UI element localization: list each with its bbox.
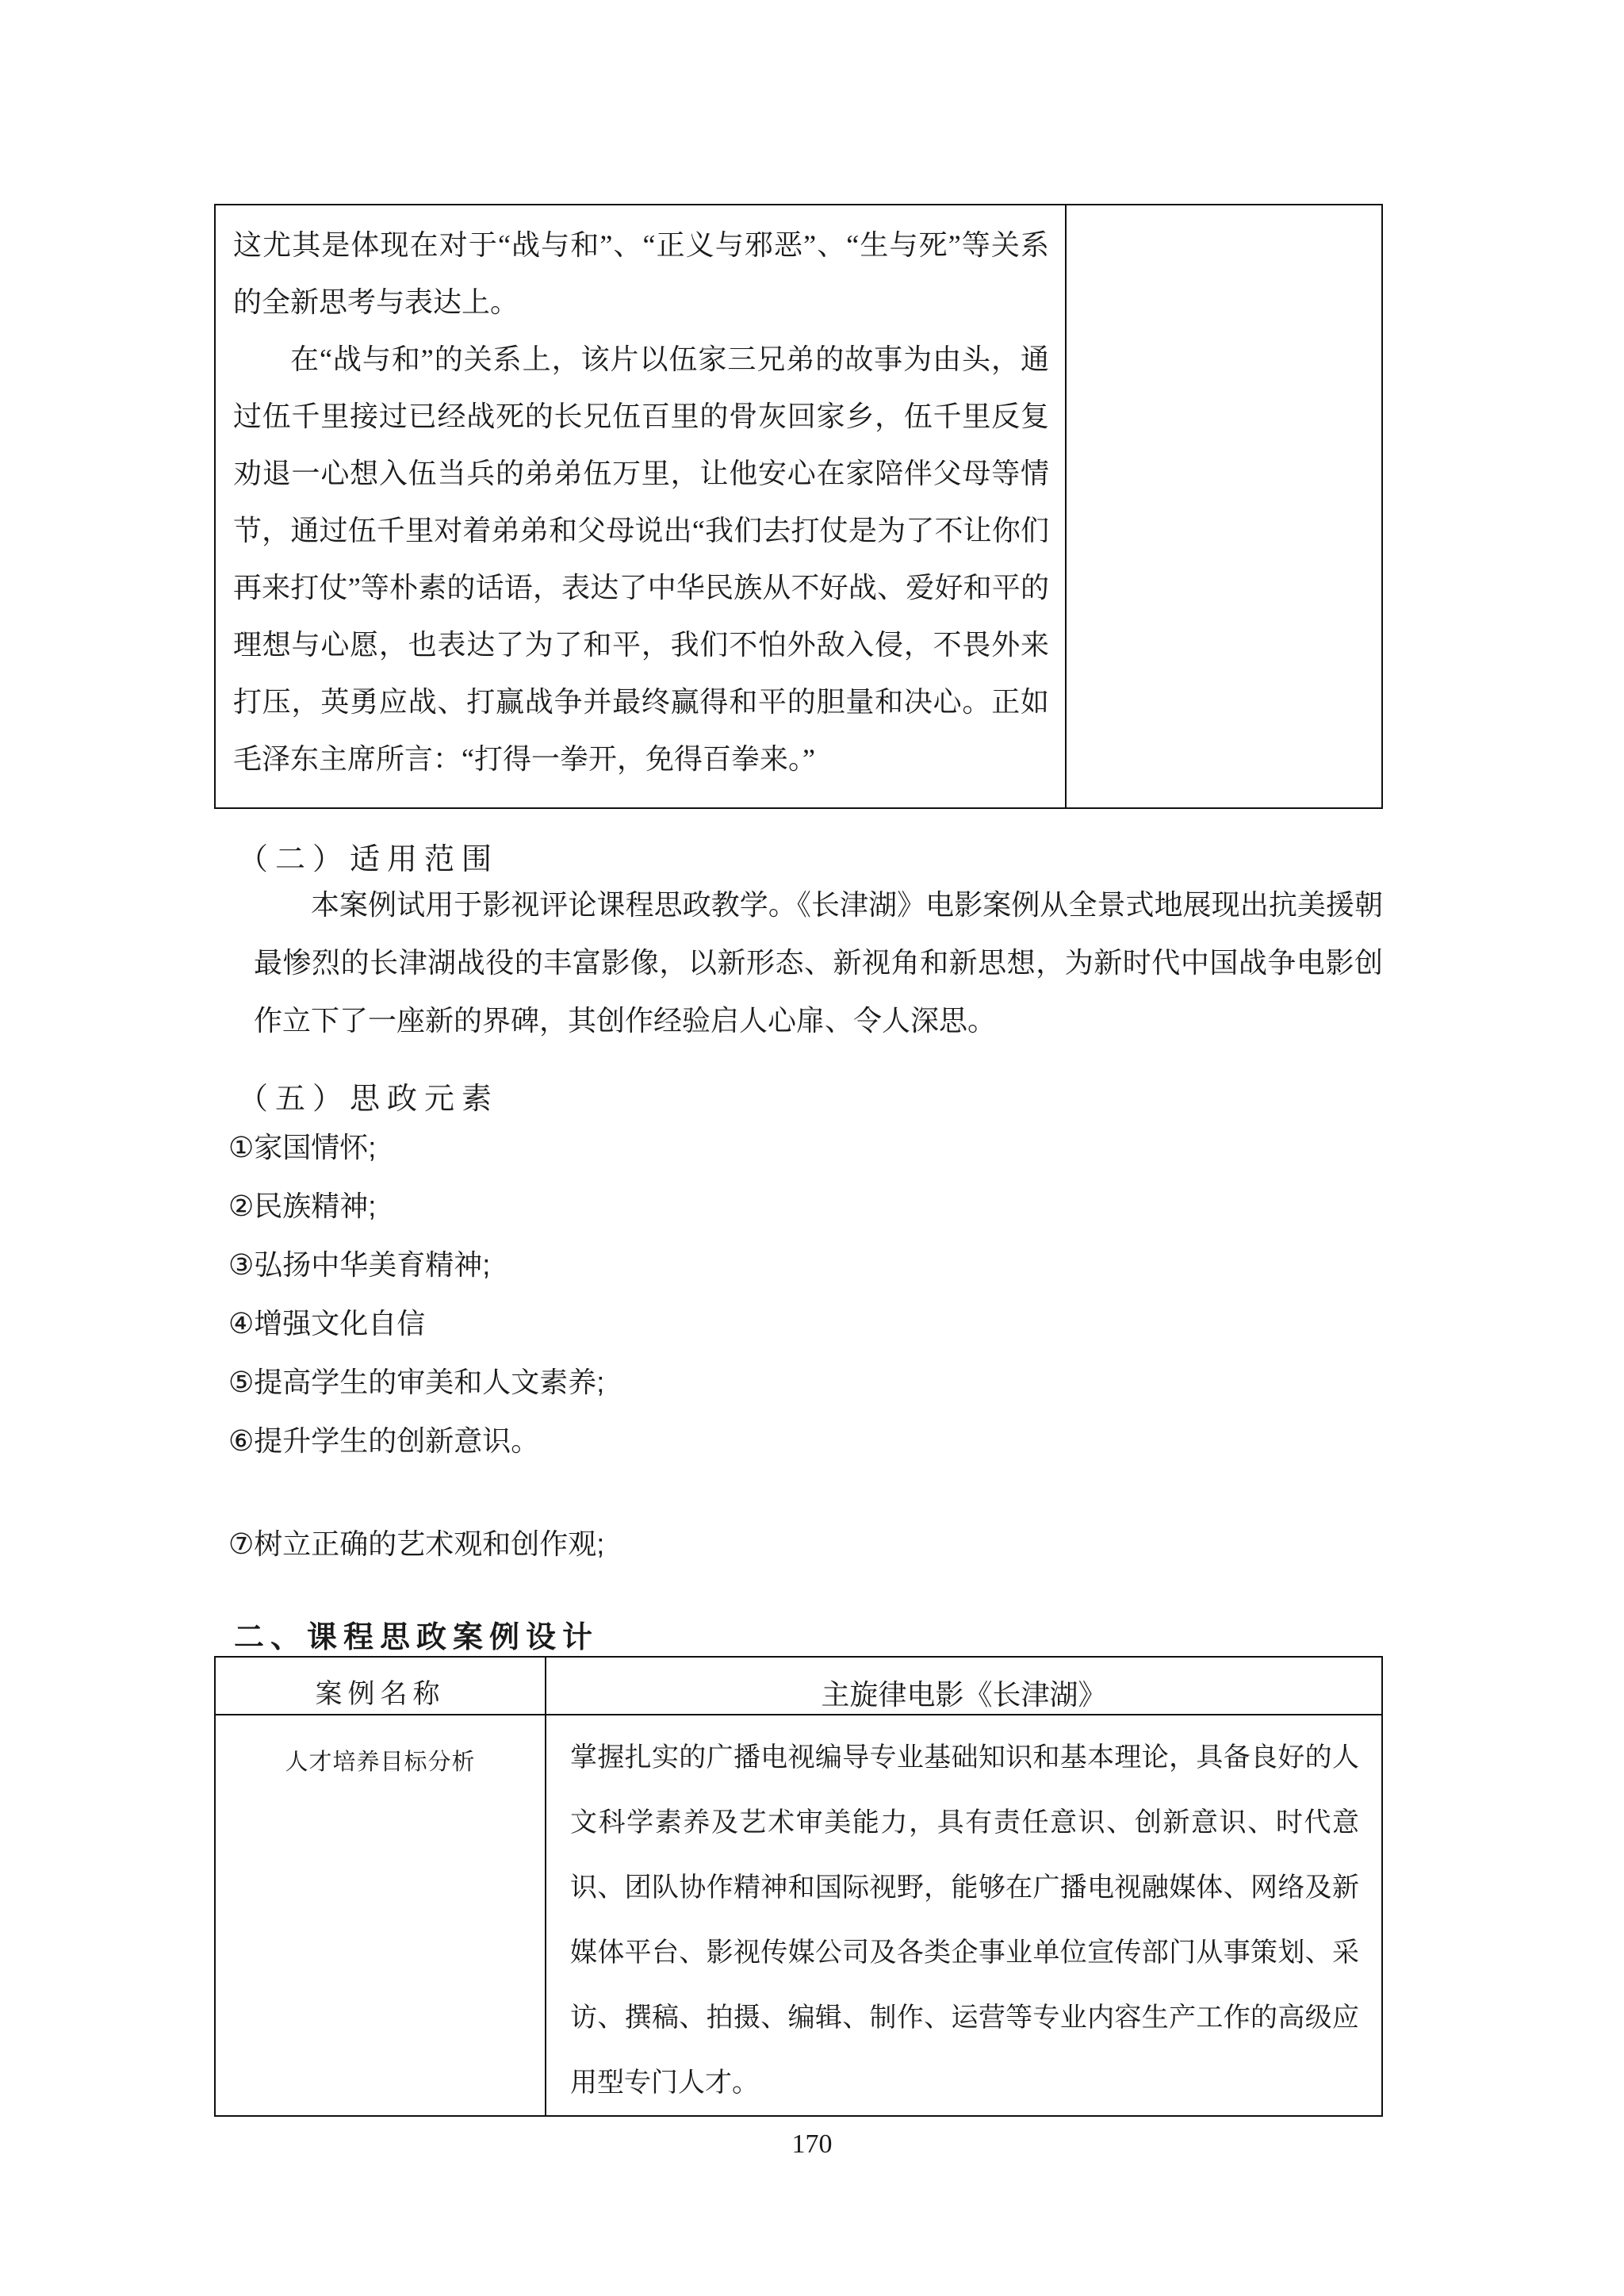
section-heading-elements: （五）思政元素 xyxy=(238,1083,500,1116)
talent-goal-row xyxy=(216,1715,1381,2115)
page-number: 170 xyxy=(791,2129,833,2159)
list-item-7: ⑦树立正确的艺术观和创作观; xyxy=(228,1527,605,1560)
case-name-label-cell xyxy=(216,1658,546,1714)
case-design-table xyxy=(214,1656,1383,2117)
case-name-value-cell xyxy=(546,1658,1381,1714)
case-name-label: 案例名称 xyxy=(315,1680,446,1709)
talent-goal-text: 掌握扎实的广播电视编导专业基础知识和基本理论，具备良好的人文科学素养及艺术审美能力，具有责任意识、创新意识、时代意识、团队协作精神和国际视野，能够在广播电视融媒体、网络及新媒体平台、影视传媒公司及各类企事业单位宣传部门从事策划、采访、撰稿、拍摄、编辑、制作、运营等专业内容生产工作的高级应用型专门人才。 xyxy=(570,1742,1359,2098)
scope-body-paragraph: 本案例试用于影视评论课程思政教学。《长津湖》电影案例从全景式地展现出抗美援朝最惨烈的长津湖战役的丰富影像，以新形态、新视角和新思想，为新时代中国战争电影创作立下了一座新的界碑，其创作经验启人心扉、令人深思。 xyxy=(254,888,1383,1037)
talent-goal-label-cell xyxy=(216,1715,546,2115)
talent-goal-label: 人才培养目标分析 xyxy=(285,1750,476,1775)
list-item-3: ③弘扬中华美育精神; xyxy=(228,1248,491,1281)
case-name-row xyxy=(216,1658,1381,1715)
excerpt-paragraph-2: 在“战与和”的关系上，该片以伍家三兄弟的故事为由头，通过伍千里接过已经战死的长兄伍百里的骨灰回家乡，伍千里反复劝退一心想入伍当兵的弟弟伍万里，让他安心在家陪伴父母等情节，通过伍千里对着弟弟和父母说出“我们去打仗是为了不让你们再来打仗”等朴素的话语，表达了中华民族从不好战、爱好和平的理想与心愿，也表达了为了和平，我们不怕外敌入侵，不畏外来打压，英勇应战、打赢战争并最终赢得和平的胆量和决心。正如毛泽东主席所言：“打得一拳开，免得百拳来。” xyxy=(233,343,1049,775)
list-item-4: ④增强文化自信 xyxy=(228,1307,426,1340)
list-item-5: ⑤提高学生的审美和人文素养; xyxy=(228,1366,605,1398)
list-item-6: ⑥提升学生的创新意识。 xyxy=(228,1424,540,1457)
film-title: 主旋律电影《长津湖》 xyxy=(821,1679,1107,1711)
list-item-2: ②民族精神; xyxy=(228,1190,377,1222)
excerpt-paragraph-1: 这尤其是体现在对于“战与和”、“正义与邪恶”、“生与死”等关系的全新思考与表达上。 xyxy=(233,229,1049,318)
excerpt-table-empty-cell xyxy=(1067,205,1381,807)
excerpt-table-text-cell xyxy=(216,205,1067,807)
section-heading-scope: （二）适用范围 xyxy=(238,843,500,876)
list-item-1: ①家国情怀; xyxy=(228,1131,377,1163)
section-heading-case-design: 二、课程思政案例设计 xyxy=(234,1621,599,1654)
excerpt-table xyxy=(214,204,1383,809)
ideology-elements-list xyxy=(228,1118,604,1470)
talent-goal-value-cell xyxy=(546,1715,1381,2115)
